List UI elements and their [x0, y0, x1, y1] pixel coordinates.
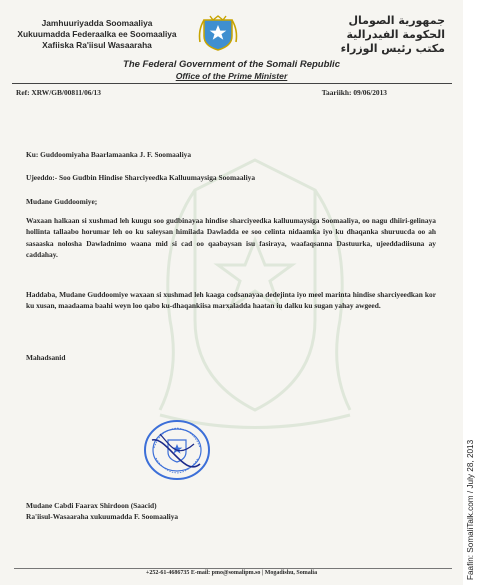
letterhead-line: مكتب رئيس الوزراء — [340, 42, 445, 55]
reference-number: Ref: XRW/GB/00811/06/13 — [16, 88, 101, 97]
addressee: Ku: Guddoomiyaha Baarlamaanka J. F. Soomaaliya — [26, 150, 192, 159]
letterhead-line: Xafiiska Ra'iisul Wasaaraha — [42, 40, 152, 50]
letter-date: Taariikh: 09/06/2013 — [321, 88, 387, 97]
subject-line: Ujeeddo:- Soo Gudbin Hindise Sharciyeedka Kalluumaysiga Soomaaliya — [26, 173, 256, 182]
official-stamp — [142, 418, 212, 482]
closing: Mahadsanid — [26, 353, 66, 362]
emblem-watermark — [140, 120, 370, 440]
letterhead-line: الحكومة الفيدرالية — [346, 28, 445, 41]
letterhead-somali — [12, 18, 182, 51]
body-paragraph: Waxaan halkaan si xushmad leh kuugu soo gudbinayaa hindise sharciyeedka kalluumaysiga Soomaaliya, oo nagu dhiiri-gelinaya hollinta tallaabo horumar leh oo ku saleysan himilada Dawladda ee soo celinta nidaamka iyo ku dhaqanka shuruucda oo ah sasaaska nolosha Dawladnimo waana mid si cad oo qaabaysan isu fasiraya, waafaqsanna Dastuurka, ujeeddadiisuna ay caddahay. — [26, 216, 436, 259]
government-title: The Federal Government of the Somali Republic — [123, 59, 340, 70]
signatory-name: Mudane Cabdi Faarax Shirdoon (Saacid) — [26, 501, 157, 510]
letterhead-arabic — [305, 14, 445, 56]
signatory-title: Ra'iisul-Wasaaraha xukuumadda F. Soomaaliya — [26, 512, 179, 521]
footer-contact: +252-61-4686735 E-mail: pmo@somalipm.so | Mogadishu, Somalia — [145, 570, 318, 576]
letterhead-line: Xukuumadda Federaalka ee Soomaaliya — [17, 29, 177, 39]
body-paragraph: Haddaba, Mudane Guddoomiye waxaan si xushmad leh kaaga codsanayaa dedejinta iyo meel marinta hindise sharciyeedkan kor ku xusan, maadaama baahi weyn loo qabo ku-dhaqankiisa marxaladda haatan iu dalku ku sugan yahay awgeed. — [26, 290, 436, 311]
source-credit: Faafin: SomaliTalk.com / July 28, 2013 — [466, 439, 475, 580]
footer-divider — [14, 568, 452, 569]
letterhead-line: جمهورية الصومال — [348, 14, 445, 27]
header-divider — [12, 83, 452, 84]
somalia-crest-logo — [196, 12, 240, 52]
office-title: Office of the Prime Minister — [175, 71, 288, 81]
salutation: Mudane Guddoomiye; — [26, 197, 98, 206]
letterhead-line: Jamhuuriyadda Soomaaliya — [41, 18, 153, 28]
